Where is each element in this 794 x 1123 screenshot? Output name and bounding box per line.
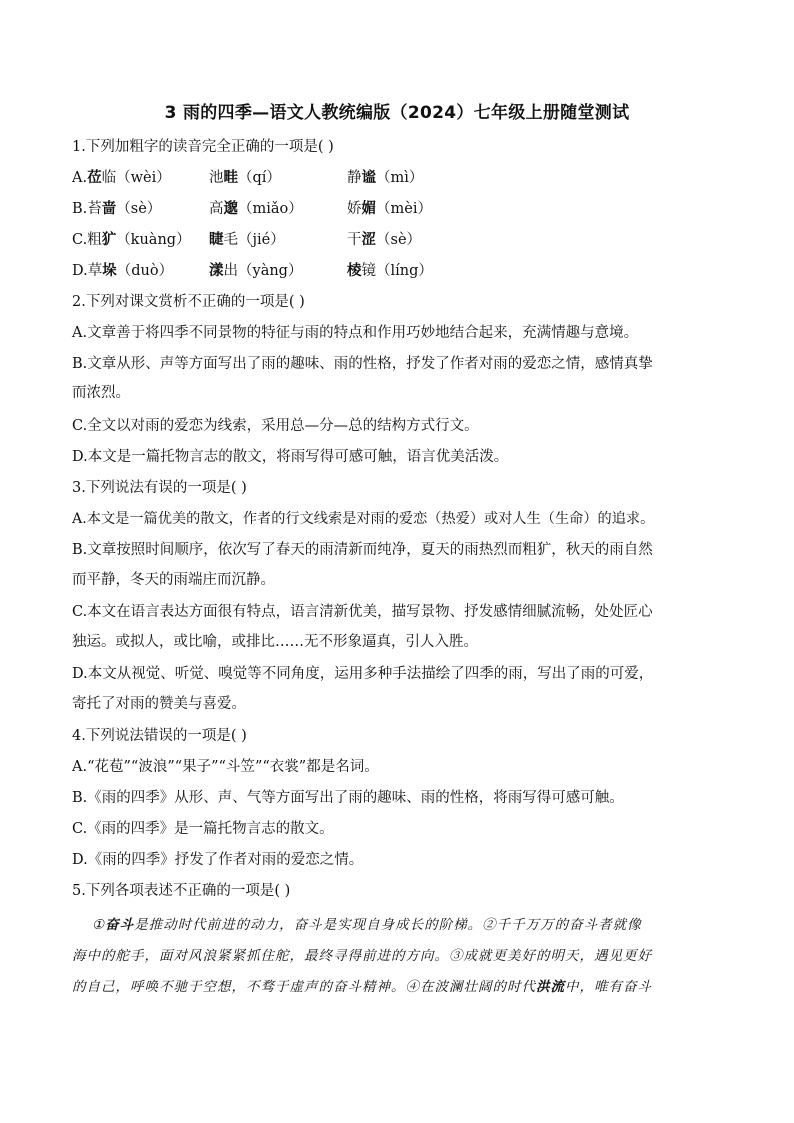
q3-option-a: A.本文是一篇优美的散文，作者的行文线索是对雨的爱恋（热爱）或对人生（生命）的追求。	[72, 511, 655, 527]
q3-option-d: D.本文从视觉、听觉、嗅觉等不同角度，运用多种手法描绘了四季的雨，写出了雨的可爱，	[72, 666, 654, 682]
q1-b-item-2: 高邈（miǎo）	[209, 200, 303, 217]
q1-c-item-2: 睫毛（jié）	[209, 231, 285, 248]
q2-option-d: D.本文是一篇托物言志的散文，将雨写得可感可触，语言优美活泼。	[72, 449, 509, 465]
q2-option-b: B.文章从形、声等方面写出了雨的趣味、雨的性格，抒发了作者对雨的爱恋之情，感情真挚	[72, 356, 653, 372]
q1-b-item-3: 娇媚（mèi）	[347, 200, 432, 217]
q1-c-item-1: C.粗犷（kuàng）	[72, 231, 191, 248]
q4-option-c: C.《雨的四季》是一篇托物言志的散文。	[72, 821, 334, 837]
q1-a-item-1: A.莅临（wèi）	[72, 169, 171, 186]
q2-option-b-cont: 而浓烈。	[72, 385, 130, 401]
q3-option-d-cont: 寄托了对雨的赞美与喜爱。	[72, 696, 246, 712]
page-title: 3 雨的四季—语文人教统编版（2024）七年级上册随堂测试	[164, 103, 630, 123]
q1-c-item-3: 干涩（sè）	[347, 231, 422, 248]
q4-option-d: D.《雨的四季》抒发了作者对雨的爱恋之情。	[72, 852, 364, 868]
q1-a-item-2: 池畦（qí）	[209, 169, 281, 186]
q4-option-a: A.“花苞”“波浪”“果子”“斗笠”“衣裳”都是名词。	[72, 759, 379, 775]
q5-passage-line-3: 的自己，呼唤不驰于空想，不骛于虚声的奋斗精神。④在波澜壮阔的时代洪流中，唯有奋斗	[72, 979, 652, 995]
q3-option-b: B.文章按照时间顺序，依次写了春天的雨清新而纯净，夏天的雨热烈而粗犷，秋天的雨自然	[72, 542, 653, 558]
question-1-stem: 1.下列加粗字的读音完全正确的一项是( )	[72, 139, 334, 155]
question-2-stem: 2.下列对课文赏析不正确的一项是( )	[72, 294, 305, 310]
q2-option-a: A.文章善于将四季不同景物的特征与雨的特点和作用巧妙地结合起来，充满情趣与意境。	[72, 325, 639, 341]
question-4-stem: 4.下列说法错误的一项是( )	[72, 728, 247, 744]
q3-option-b-cont: 而平静，冬天的雨端庄而沉静。	[72, 572, 275, 588]
q5-passage-line-2: 海中的舵手，面对风浪紧紧抓住舵，最终寻得前进的方向。③成就更美好的明天，遇见更好	[72, 948, 652, 964]
q3-option-c: C.本文在语言表达方面很有特点，语言清新优美，描写景物、抒发感情细腻流畅，处处匠心	[72, 604, 653, 620]
q1-d-item-1: D.草垛（duò）	[72, 262, 174, 279]
question-3-stem: 3.下列说法有误的一项是( )	[72, 480, 247, 496]
question-5-stem: 5.下列各项表述不正确的一项是( )	[72, 883, 291, 899]
q2-option-c: C.全文以对雨的爱恋为线索，采用总—分—总的结构方式行文。	[72, 418, 479, 434]
q3-option-c-cont: 独运。或拟人，或比喻，或排比……无不形象逼真，引人入胜。	[72, 634, 478, 650]
q4-option-b: B.《雨的四季》从形、声、气等方面写出了雨的趣味、雨的性格，将雨写得可感可触。	[72, 790, 624, 806]
q1-d-item-3: 棱镜（líng）	[347, 262, 433, 279]
q1-a-item-3: 静谧（mì）	[347, 169, 424, 186]
q1-b-item-1: B.苔啬（sè）	[72, 200, 162, 217]
q1-d-item-2: 漾出（yàng）	[209, 262, 303, 279]
q5-passage-line-1: ①奋斗是推动时代前进的动力，奋斗是实现自身成长的阶梯。②千千万万的奋斗者就像	[92, 917, 642, 933]
